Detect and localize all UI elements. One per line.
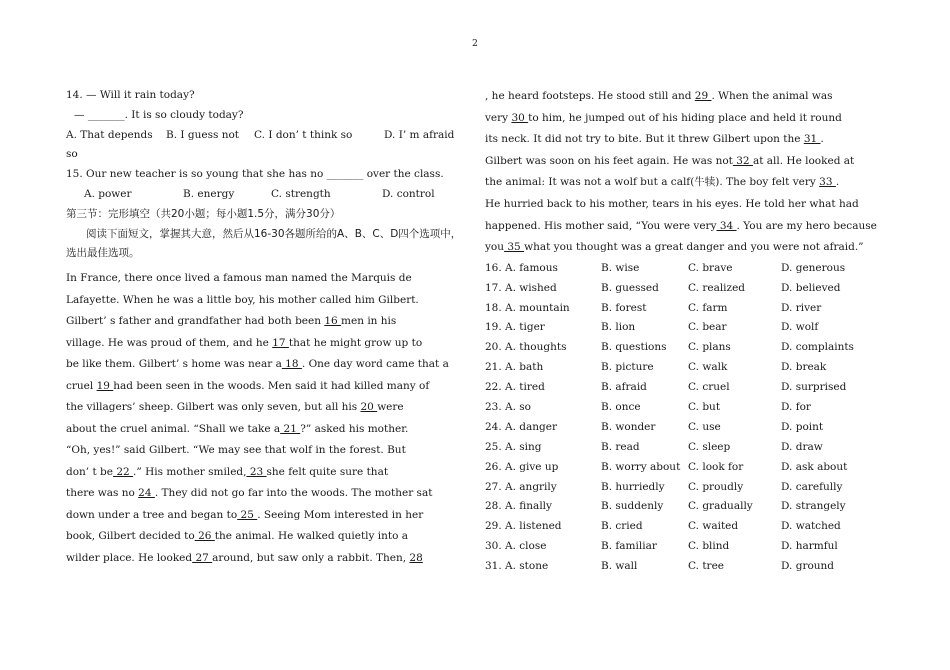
option-row (485, 438, 890, 458)
blank-number: 30 (511, 111, 529, 124)
option-cell: 17. A. wished (485, 281, 557, 294)
passage-text: .” His mother smiled, (133, 465, 247, 478)
answer-options-table (485, 259, 890, 577)
passage-text: be like them. Gilbert’ s home was near a (66, 358, 282, 371)
option-cell: C. brave (688, 261, 733, 274)
passage-line (485, 108, 890, 130)
passage-text: village. He was proud of them, and he (66, 336, 273, 349)
option-cell: D. complaints (781, 341, 854, 354)
passage-text: what you thought was a great danger and you were not afraid.” (524, 241, 864, 254)
passage-text: at all. He looked at (752, 154, 855, 167)
option-cell: 23. A. so (485, 400, 532, 413)
blank-number: 22 (112, 465, 134, 478)
option-cell: B. wall (601, 560, 638, 573)
blank-number: 26 (194, 530, 215, 543)
option-cell: C. bear (688, 321, 727, 334)
option-cell: B. suddenly (601, 500, 664, 513)
option-cell: B. hurriedly (601, 480, 665, 493)
option-cell: B. questions (601, 341, 667, 354)
passage-line (485, 151, 890, 173)
passage-text: the animal. He walked quietly into a (214, 530, 409, 543)
option-cell: C. use (688, 420, 721, 433)
option-cell: D. generous (781, 261, 846, 274)
blank-number: 24 (138, 487, 155, 500)
option-cell: C. walk (688, 361, 728, 374)
option-cell: 28. A. finally (485, 500, 552, 513)
option-cell: B. picture (601, 361, 654, 374)
passage-text: Gilbert was soon on his feet again. He was not (485, 154, 733, 167)
passage-text: she felt quite sure that (266, 465, 389, 478)
option-cell: C. gradually (688, 500, 753, 513)
option-cell: D. surprised (781, 381, 847, 394)
question-15-options (66, 185, 462, 205)
passage-line (66, 440, 462, 462)
option-cell: C. sleep (688, 440, 731, 453)
option-row (485, 478, 890, 498)
passage-text: happened. His mother said, “You were very (485, 219, 717, 232)
question-14-overflow: so (66, 148, 78, 161)
blank-number: 16 (324, 315, 342, 328)
passage-line (66, 354, 462, 376)
passage-text: Lafayette. When he was a little boy, his mother called him Gilbert. (66, 293, 419, 306)
passage-line (66, 548, 462, 570)
option-cell: D. strangely (781, 500, 846, 513)
section-3-instruction: 阅读下面短文，掌握其大意，然后从16-30各题所给的A、B、C、D四个选项中， (86, 227, 462, 240)
passage-text: you (485, 241, 505, 254)
option-row (485, 338, 890, 358)
passage-line (66, 311, 462, 333)
passage-text: . They did not go far into the woods. The mother sat (154, 487, 433, 500)
passage-text: around, but saw only a rabbit. Then, (212, 551, 410, 564)
question-14-options (66, 126, 462, 146)
option-cell: D. point (781, 420, 824, 433)
question-14-option-d: D. I’ m afraid (384, 128, 455, 141)
passage-text: In France, there once lived a famous man named the Marquis de (66, 272, 412, 285)
blank-number: 28 (409, 551, 423, 564)
passage-text: . You are my hero because (736, 219, 877, 232)
passage-line (66, 526, 462, 548)
question-14-option-b: B. I guess not (166, 128, 239, 141)
passage-text: wilder place. He looked (66, 551, 193, 564)
passage-text: He hurried back to his mother, tears in his eyes. He told her what had (485, 197, 859, 210)
option-cell: B. worry about (601, 460, 681, 473)
passage-line (66, 268, 462, 290)
option-cell: B. familiar (601, 540, 657, 553)
passage-text: were (377, 401, 404, 414)
option-cell: 20. A. thoughts (485, 341, 567, 354)
passage-right (485, 86, 890, 259)
option-row (485, 418, 890, 438)
blank-number: 31 (803, 133, 821, 146)
option-cell: D. carefully (781, 480, 843, 493)
section-3-instruction-cont: 选出最佳选项。 (66, 247, 140, 260)
question-15-option-b: B. energy (183, 187, 235, 200)
option-cell: 19. A. tiger (485, 321, 545, 334)
option-cell: D. wolf (781, 321, 819, 334)
passage-text: don’ t be (66, 465, 113, 478)
blank-number: 18 (281, 358, 302, 371)
passage-left (66, 268, 462, 569)
option-row (485, 497, 890, 517)
option-cell: 26. A. give up (485, 460, 559, 473)
passage-text: very (485, 111, 512, 124)
option-cell: B. afraid (601, 381, 647, 394)
passage-text: Gilbert’ s father and grandfather had both been (66, 315, 325, 328)
option-cell: B. forest (601, 301, 647, 314)
option-cell: C. tree (688, 560, 725, 573)
blank-number: 20 (360, 401, 378, 414)
option-cell: C. realized (688, 281, 746, 294)
blank-number: 29 (694, 90, 712, 102)
passage-text: , he heard footsteps. He stood still and (485, 90, 695, 102)
option-cell: C. waited (688, 520, 739, 533)
passage-text: . (835, 176, 840, 189)
option-cell: D. watched (781, 520, 841, 533)
option-row (485, 378, 890, 398)
question-15-option-a: A. power (84, 187, 132, 200)
option-cell: C. proudly (688, 480, 744, 493)
option-cell: D. break (781, 361, 827, 374)
option-cell: C. farm (688, 301, 728, 314)
blank-number: 17 (272, 336, 289, 349)
passage-text: ?” asked his mother. (300, 422, 409, 435)
option-row (485, 398, 890, 418)
option-cell: D. believed (781, 281, 841, 294)
passage-text: there was no (66, 487, 139, 500)
option-cell: B. read (601, 440, 640, 453)
blank-number: 33 (819, 176, 836, 189)
passage-line (485, 172, 890, 194)
passage-line (485, 129, 890, 151)
passage-line (66, 483, 462, 505)
option-row (485, 517, 890, 537)
passage-line (485, 194, 890, 216)
blank-number: 23 (246, 465, 267, 478)
passage-text: about the cruel animal. “Shall we take a (66, 422, 281, 435)
question-14-stem: 14. — Will it rain today? (66, 89, 195, 101)
passage-text: “Oh, yes!” said Gilbert. “We may see that wolf in the forest. But (66, 444, 406, 457)
page-number: 2 (472, 39, 478, 49)
option-cell: C. blind (688, 540, 730, 553)
option-row (485, 299, 890, 319)
option-row (485, 259, 890, 279)
passage-text: the villagers’ sheep. Gilbert was only seven, but all his (66, 401, 361, 414)
passage-line (485, 86, 890, 108)
left-column (66, 86, 462, 569)
blank-number: 34 (716, 219, 737, 232)
passage-text: men in his (341, 315, 397, 328)
option-cell: 30. A. close (485, 540, 547, 553)
passage-text: . (820, 133, 824, 146)
passage-text: cruel (66, 379, 97, 392)
passage-line (66, 505, 462, 527)
option-row (485, 458, 890, 478)
blank-number: 35 (504, 241, 525, 254)
passage-line (66, 333, 462, 355)
option-cell: C. plans (688, 341, 731, 354)
option-row (485, 318, 890, 338)
option-cell: B. cried (601, 520, 643, 533)
blank-number: 19 (96, 379, 114, 392)
option-cell: C. but (688, 400, 721, 413)
passage-text: . Seeing Mom interested in her (257, 508, 424, 521)
passage-text: down under a tree and began to (66, 508, 238, 521)
right-column (485, 86, 890, 577)
option-cell: D. ground (781, 560, 835, 573)
blank-number: 32 (732, 154, 753, 167)
option-cell: 22. A. tired (485, 381, 545, 394)
passage-text: . One day word came that a (301, 358, 449, 371)
passage-line (66, 397, 462, 419)
option-cell: 27. A. angrily (485, 480, 557, 493)
blank-number: 27 (192, 551, 213, 564)
option-cell: 21. A. bath (485, 361, 544, 374)
option-cell: D. draw (781, 440, 823, 453)
option-cell: 25. A. sing (485, 440, 542, 453)
option-row (485, 557, 890, 577)
question-15-option-d: D. control (382, 187, 435, 200)
option-row (485, 537, 890, 557)
passage-text: had been seen in the woods. Men said it had killed many of (113, 379, 430, 392)
option-cell: B. wonder (601, 420, 656, 433)
passage-text: book, Gilbert decided to (66, 530, 195, 543)
passage-text: . When the animal was (711, 90, 833, 102)
option-row (485, 358, 890, 378)
question-14-reply: — _______. It is so cloudy today? (74, 108, 244, 121)
option-cell: D. river (781, 301, 822, 314)
passage-text: the animal: It was not a wolf but a calf(牛犊). The boy felt very (485, 176, 820, 189)
passage-line (66, 290, 462, 312)
passage-text: that he might grow up to (288, 336, 423, 349)
question-15-stem: 15. Our new teacher is so young that she has no _______ over the class. (66, 168, 444, 181)
option-cell: B. lion (601, 321, 636, 334)
option-cell: D. ask about (781, 460, 848, 473)
option-cell: D. for (781, 400, 811, 413)
option-cell: C. cruel (688, 381, 730, 394)
passage-text: its neck. It did not try to bite. But it threw Gilbert upon the (485, 133, 804, 146)
option-cell: 16. A. famous (485, 261, 558, 274)
option-cell: B. once (601, 400, 641, 413)
option-cell: B. wise (601, 261, 640, 274)
option-cell: C. look for (688, 460, 744, 473)
passage-text: to him, he jumped out of his hiding place and held it round (528, 111, 842, 124)
question-15-option-c: C. strength (271, 187, 331, 200)
passage-line (485, 216, 890, 238)
option-cell: D. harmful (781, 540, 838, 553)
question-14-option-c: C. I don’ t think so (254, 128, 353, 141)
section-3-title: 第三节：完形填空（共20小题；每小题1.5分，满分30分） (66, 207, 341, 220)
blank-number: 21 (280, 422, 301, 435)
option-cell: 24. A. danger (485, 420, 557, 433)
passage-line (66, 462, 462, 484)
passage-line (485, 237, 890, 259)
option-cell: 18. A. mountain (485, 301, 570, 314)
option-cell: 29. A. listened (485, 520, 562, 533)
passage-line (66, 376, 462, 398)
question-14-option-a: A. That depends (66, 128, 153, 141)
blank-number: 25 (237, 508, 258, 521)
option-row (485, 279, 890, 299)
option-cell: 31. A. stone (485, 560, 549, 573)
passage-line (66, 419, 462, 441)
option-cell: B. guessed (601, 281, 659, 294)
